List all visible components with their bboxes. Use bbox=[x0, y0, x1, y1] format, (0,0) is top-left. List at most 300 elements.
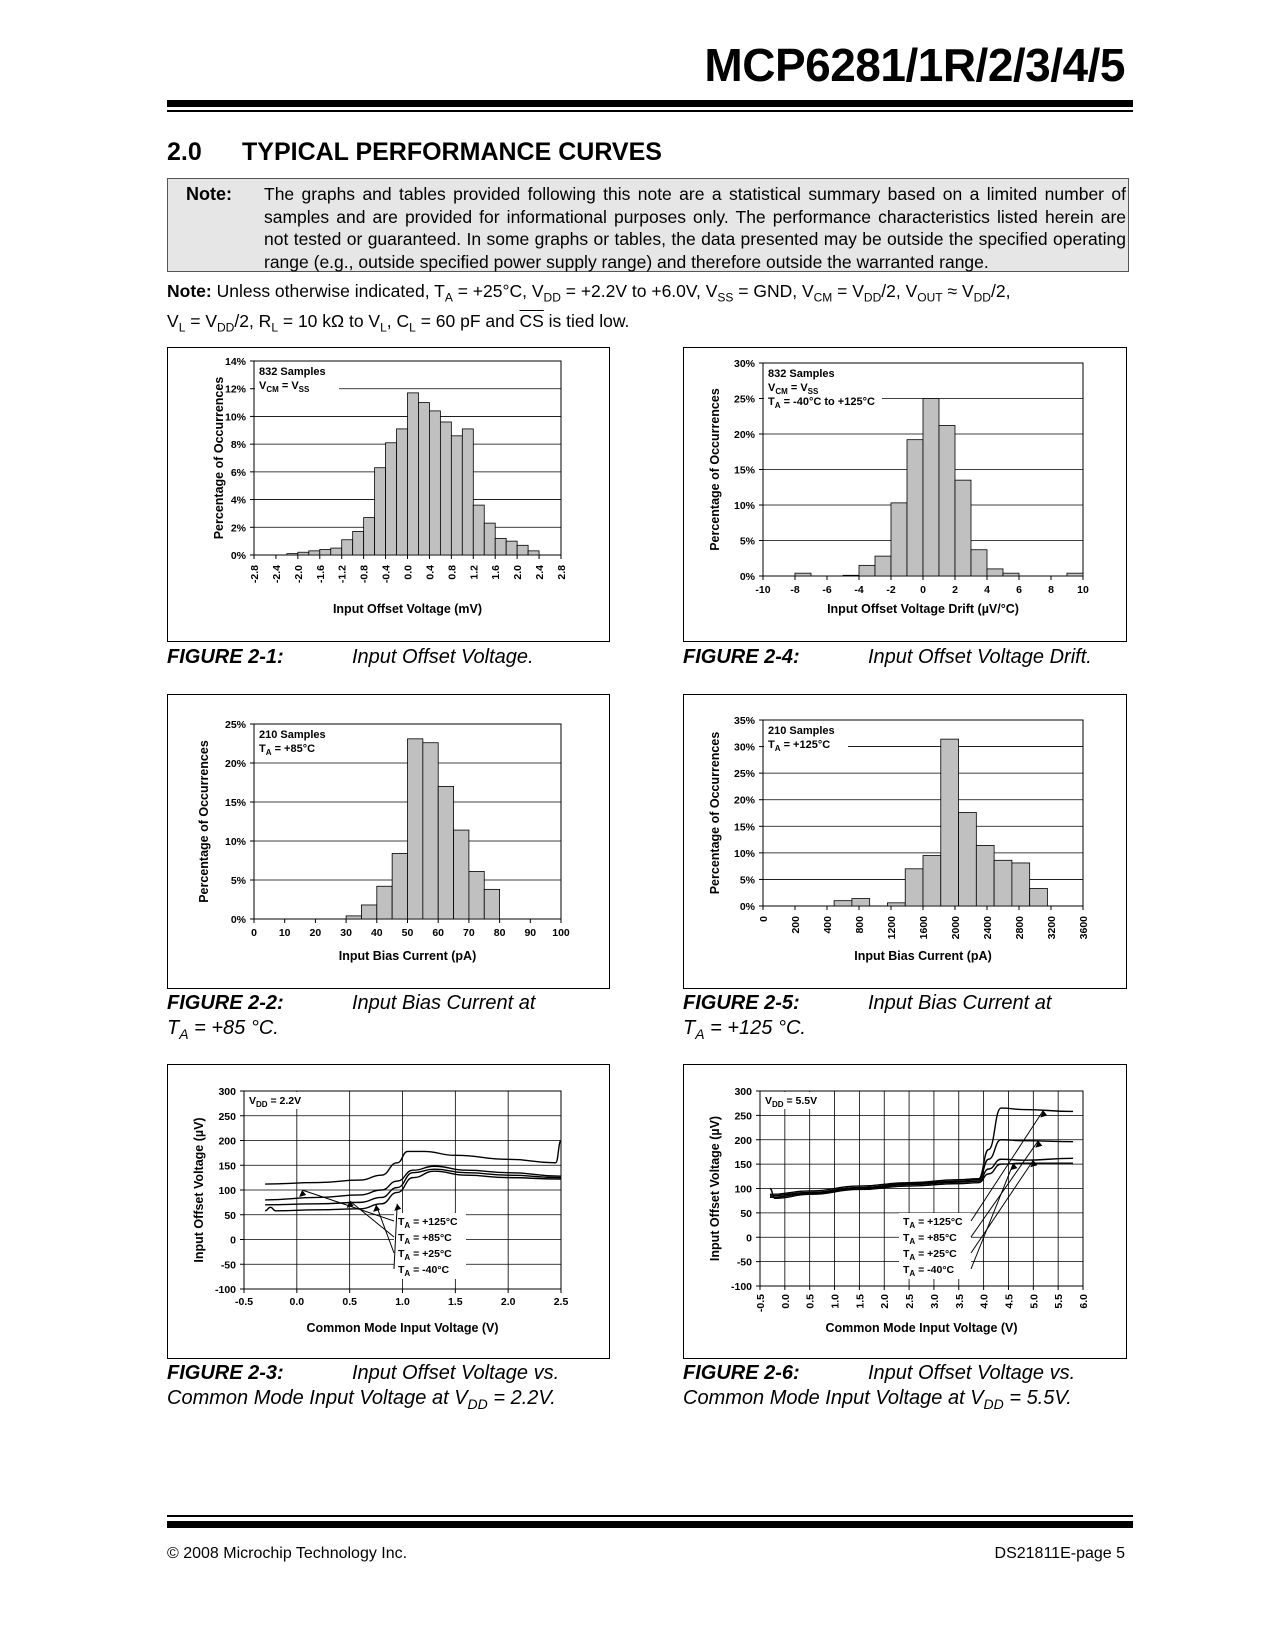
y-tick-label: 250 bbox=[734, 1110, 752, 1123]
annotation-sub: CM bbox=[775, 387, 788, 396]
figure-caption-text: Input Offset Voltage. bbox=[352, 646, 534, 668]
conditions-label: Note: bbox=[167, 281, 212, 301]
figure-2-5-chart bbox=[684, 695, 1126, 988]
figure-2-4-caption bbox=[683, 645, 1092, 670]
annotation-sub: A bbox=[909, 1237, 916, 1246]
cond-text: = V bbox=[185, 310, 217, 331]
x-tick-label: 1.5 bbox=[448, 1296, 463, 1308]
caption-line2: Common Mode Input Voltage at V bbox=[683, 1387, 984, 1409]
histogram-bar bbox=[941, 739, 959, 906]
figure-label: FIGURE 2-1: bbox=[167, 646, 284, 668]
annotation-sub: DD bbox=[772, 1100, 784, 1109]
histogram-bar bbox=[1067, 573, 1083, 576]
y-tick-label: 10% bbox=[224, 836, 246, 848]
x-tick-label: 2000 bbox=[950, 916, 962, 940]
y-tick-label: 150 bbox=[734, 1159, 752, 1172]
histogram-bar bbox=[423, 743, 438, 919]
x-tick-label: 2800 bbox=[1014, 916, 1026, 940]
figure-caption-text: Input Bias Current at bbox=[352, 992, 536, 1014]
histogram-bar bbox=[440, 422, 451, 555]
annotation-sub: A bbox=[404, 1269, 411, 1278]
figure-label: FIGURE 2-6: bbox=[683, 1362, 800, 1384]
y-axis-label: Input Offset Voltage (µV) bbox=[192, 1117, 206, 1263]
figure-2-2-chart bbox=[168, 695, 609, 988]
annotation-part: = +125°C bbox=[780, 739, 831, 751]
x-tick-label: 70 bbox=[463, 927, 475, 939]
histogram-bar bbox=[987, 569, 1003, 576]
histogram-bar bbox=[287, 554, 298, 555]
x-tick-label: -8 bbox=[790, 584, 800, 596]
x-tick-label: -0.5 bbox=[755, 1294, 767, 1313]
histogram-bar bbox=[923, 856, 941, 906]
x-tick-label: 2 bbox=[952, 584, 958, 596]
histogram-bar bbox=[386, 443, 397, 555]
annotation-part: T bbox=[398, 1216, 405, 1228]
x-tick-label: 3200 bbox=[1046, 916, 1058, 940]
histogram-bar bbox=[1003, 573, 1019, 576]
x-tick-label: 0.0 bbox=[779, 1294, 792, 1309]
y-tick-label: 200 bbox=[218, 1135, 236, 1148]
y-tick-label: -100 bbox=[214, 1284, 236, 1296]
annotation-sub: A bbox=[404, 1221, 411, 1230]
cond-text: ≈ V bbox=[942, 281, 974, 301]
x-tick-label: -1.6 bbox=[314, 565, 327, 584]
x-tick-label: 60 bbox=[432, 927, 445, 939]
footer-rule-thick bbox=[167, 1521, 1133, 1528]
y-tick-label: -100 bbox=[730, 1281, 752, 1293]
annotation-part: T bbox=[768, 396, 775, 408]
x-tick-label: 1.5 bbox=[854, 1294, 867, 1309]
figure-2-6-panel bbox=[683, 1064, 1127, 1359]
section-heading bbox=[167, 138, 662, 167]
annotation-part: 210 Samples bbox=[259, 729, 326, 741]
histogram-bar bbox=[375, 468, 386, 555]
histogram-bar bbox=[891, 503, 907, 576]
x-tick-label: 50 bbox=[401, 927, 414, 939]
x-tick-label: -2.8 bbox=[249, 565, 261, 584]
figure-2-3-caption bbox=[167, 1361, 559, 1417]
y-axis-label: Percentage of Occurrences bbox=[708, 731, 722, 895]
histogram-bar bbox=[528, 551, 539, 555]
x-tick-label: 1.0 bbox=[395, 1296, 410, 1308]
histogram-bar bbox=[1030, 888, 1048, 906]
annotation-part: = +85°C bbox=[915, 1232, 957, 1244]
x-tick-label: 10 bbox=[1077, 584, 1089, 596]
histogram-bar bbox=[438, 786, 453, 919]
x-tick-label: 100 bbox=[552, 927, 570, 939]
x-tick-label: 0 bbox=[251, 927, 257, 939]
annotation-part: T bbox=[398, 1248, 405, 1260]
x-tick-label: 80 bbox=[493, 927, 506, 939]
histogram-bar bbox=[392, 853, 407, 919]
figure-caption-text: Input Offset Voltage vs. bbox=[352, 1362, 560, 1384]
x-tick-label: -6 bbox=[822, 584, 832, 596]
x-axis-label: Input Bias Current (pA) bbox=[854, 949, 992, 963]
y-tick-label: 10% bbox=[733, 847, 755, 860]
figure-2-2-caption bbox=[167, 991, 535, 1047]
histogram-bar bbox=[309, 551, 320, 555]
y-tick-label: 10% bbox=[733, 500, 755, 512]
histogram-bar bbox=[852, 899, 870, 906]
histogram-bar bbox=[473, 505, 484, 555]
y-tick-label: 0 bbox=[230, 1234, 236, 1247]
y-tick-label: 2% bbox=[230, 522, 246, 535]
annotation-part: V bbox=[259, 380, 267, 392]
cond-sub: L bbox=[380, 320, 387, 334]
histogram-bar bbox=[843, 575, 859, 576]
y-tick-label: -50 bbox=[736, 1256, 752, 1269]
y-tick-label: 5% bbox=[739, 535, 755, 548]
histogram-bar bbox=[939, 425, 955, 576]
x-tick-label: -1.2 bbox=[336, 565, 349, 584]
y-tick-label: 0% bbox=[230, 914, 246, 926]
annotation-part: 832 Samples bbox=[259, 366, 326, 378]
footer-rule bbox=[167, 1515, 1133, 1517]
figure-2-4-chart bbox=[684, 348, 1126, 641]
y-tick-label: 50 bbox=[740, 1207, 752, 1220]
histogram-bar bbox=[320, 549, 331, 555]
x-tick-label: 2400 bbox=[982, 916, 994, 940]
annotation-part: V bbox=[768, 382, 776, 394]
figure-2-1-caption bbox=[167, 645, 534, 670]
y-axis-label: Input Offset Voltage (µV) bbox=[708, 1115, 722, 1262]
x-axis-label: Common Mode Input Voltage (V) bbox=[306, 1321, 499, 1335]
histogram-bar bbox=[1012, 863, 1030, 906]
x-tick-label: 3600 bbox=[1078, 916, 1090, 940]
y-tick-label: 15% bbox=[733, 821, 755, 834]
figure-2-3-chart bbox=[168, 1065, 609, 1358]
histogram-bar bbox=[907, 440, 923, 576]
x-tick-label: 2.8 bbox=[556, 565, 568, 580]
y-tick-label: 100 bbox=[734, 1183, 752, 1196]
x-axis-label: Input Offset Voltage (mV) bbox=[332, 602, 483, 616]
x-tick-label: 1.0 bbox=[829, 1294, 842, 1309]
x-tick-label: 2.0 bbox=[512, 565, 525, 580]
cond-text: = V bbox=[832, 281, 864, 301]
histogram-bar bbox=[834, 901, 852, 906]
x-tick-label: 2.5 bbox=[553, 1296, 569, 1308]
y-tick-label: 25% bbox=[224, 719, 246, 731]
x-tick-label: 6.0 bbox=[1078, 1294, 1090, 1309]
histogram-bar bbox=[408, 393, 419, 555]
y-axis-label: Percentage of Occurrences bbox=[212, 376, 226, 540]
note-label: Note: bbox=[186, 184, 232, 204]
cond-text: , C bbox=[386, 310, 410, 331]
histogram-bar bbox=[342, 540, 353, 555]
x-tick-label: -0.5 bbox=[234, 1296, 254, 1308]
figure-2-5-panel bbox=[683, 694, 1127, 989]
note-text: The graphs and tables provided following this note are a statistical summary based on a limited number of samples and are provided for informational purposes only. The performance characteristics listed herein are not tested or guaranteed. In some graphs or tables, the data presented may be outside the specified operating range (e.g., outside specified power supply range) and therefore outside the warranted range. bbox=[264, 184, 1126, 272]
x-tick-label: 2.4 bbox=[534, 565, 547, 580]
y-tick-label: 4% bbox=[230, 494, 246, 507]
y-tick-label: 300 bbox=[734, 1086, 752, 1098]
y-tick-label: 15% bbox=[733, 464, 755, 477]
x-tick-label: 5.5 bbox=[1053, 1294, 1066, 1309]
section-number: 2.0 bbox=[167, 138, 202, 166]
cond-text: V bbox=[167, 310, 179, 331]
histogram-bar bbox=[484, 889, 499, 919]
annotation-part: T bbox=[398, 1264, 405, 1276]
y-tick-label: 35% bbox=[733, 715, 755, 727]
caption-sub: A bbox=[695, 1026, 705, 1042]
x-tick-label: 10 bbox=[278, 927, 291, 939]
annotation-part: T bbox=[903, 1232, 910, 1244]
y-tick-label: 6% bbox=[230, 466, 246, 479]
annotation-part: = +25°C bbox=[410, 1248, 452, 1260]
y-tick-label: 0 bbox=[746, 1232, 752, 1245]
x-tick-label: 1.2 bbox=[468, 565, 481, 580]
x-tick-label: -4 bbox=[854, 584, 864, 596]
annotation-part: T bbox=[259, 743, 266, 755]
figure-2-1-panel bbox=[167, 347, 610, 642]
histogram-bar bbox=[469, 871, 484, 919]
x-tick-label: 800 bbox=[854, 916, 866, 934]
cond-text: = +2.2V to +6.0V, V bbox=[560, 281, 718, 301]
cond-text: = GND, V bbox=[733, 281, 814, 301]
histogram-bar bbox=[506, 541, 517, 555]
cond-text: = 60 pF and bbox=[415, 310, 520, 331]
y-tick-label: 150 bbox=[218, 1160, 236, 1173]
histogram-bar bbox=[454, 830, 469, 919]
y-tick-label: 20% bbox=[733, 429, 755, 441]
annotation-sub: A bbox=[265, 748, 272, 757]
annotation-part: T bbox=[768, 739, 775, 751]
caption-line2: T bbox=[683, 1017, 696, 1039]
histogram-bar bbox=[887, 903, 905, 906]
x-axis-label: Input Offset Voltage Drift (µV/°C) bbox=[827, 602, 1019, 616]
x-axis-label: Input Bias Current (pA) bbox=[338, 949, 477, 963]
cond-sub: L bbox=[409, 320, 416, 334]
histogram-bar bbox=[331, 548, 342, 555]
annotation-sub: SS bbox=[298, 385, 310, 394]
annotation-sub: A bbox=[774, 744, 781, 753]
x-tick-label: 0.0 bbox=[402, 565, 415, 580]
cond-sub: L bbox=[178, 320, 186, 334]
cond-text: /2, V bbox=[881, 281, 918, 301]
caption-line2: = 2.2V. bbox=[487, 1387, 556, 1409]
annotation-part: V bbox=[765, 1095, 773, 1107]
annotation-sub: A bbox=[909, 1221, 916, 1230]
cond-text: Unless otherwise indicated, T bbox=[211, 281, 445, 301]
y-tick-label: 12% bbox=[224, 383, 246, 396]
caption-line2: = +85 °C. bbox=[188, 1017, 279, 1039]
x-axis-label: Common Mode Input Voltage (V) bbox=[825, 1321, 1018, 1335]
y-tick-label: 20% bbox=[733, 794, 755, 807]
histogram-bar bbox=[976, 845, 994, 906]
figure-2-1-chart bbox=[168, 348, 609, 641]
x-tick-label: 2.5 bbox=[904, 1294, 917, 1309]
annotation-part: = +125°C bbox=[915, 1216, 963, 1228]
histogram-bar bbox=[959, 812, 977, 906]
histogram-bar bbox=[905, 869, 923, 906]
caption-sub: A bbox=[179, 1026, 189, 1042]
x-tick-label: -2 bbox=[886, 584, 896, 596]
annotation-part: T bbox=[903, 1248, 910, 1260]
y-tick-label: 200 bbox=[734, 1134, 752, 1147]
figure-2-3-panel bbox=[167, 1064, 610, 1359]
annotation-part: T bbox=[398, 1232, 405, 1244]
annotation-part: = +25°C bbox=[915, 1248, 957, 1260]
histogram-bar bbox=[364, 518, 375, 555]
x-tick-label: 4.5 bbox=[1003, 1294, 1016, 1309]
annotation-part: = -40°C bbox=[915, 1264, 955, 1276]
caption-line2: = +125 °C. bbox=[704, 1017, 806, 1039]
annotation-part: 210 Samples bbox=[768, 725, 835, 737]
x-tick-label: -0.8 bbox=[358, 565, 371, 584]
cond-sub: DD bbox=[217, 320, 235, 334]
x-tick-label: 1.6 bbox=[490, 565, 503, 580]
section-title: TYPICAL PERFORMANCE CURVES bbox=[242, 138, 662, 166]
x-tick-label: 20 bbox=[309, 927, 322, 939]
figure-caption-text: Input Bias Current at bbox=[868, 992, 1052, 1014]
x-tick-label: 0.4 bbox=[424, 565, 437, 580]
annotation-part: 832 Samples bbox=[768, 368, 835, 380]
x-tick-label: -2.4 bbox=[270, 565, 283, 584]
annotation-sub: SS bbox=[807, 387, 819, 396]
y-tick-label: -50 bbox=[220, 1259, 236, 1272]
cs-pin-label: $\overline{CS}$ bbox=[519, 310, 544, 331]
histogram-bar bbox=[517, 545, 528, 555]
cond-sub: CM bbox=[813, 290, 833, 305]
annotation-sub: A bbox=[909, 1269, 916, 1278]
histogram-bar bbox=[875, 556, 891, 576]
annotation-part: = 5.5V bbox=[783, 1095, 818, 1107]
cond-text: is tied low. bbox=[543, 310, 630, 331]
x-tick-label: 200 bbox=[790, 916, 802, 934]
cond-sub: DD bbox=[863, 290, 882, 305]
x-tick-label: 6 bbox=[1016, 584, 1022, 596]
figure-label: FIGURE 2-3: bbox=[167, 1362, 284, 1384]
header-rule-thin bbox=[167, 110, 1133, 112]
x-tick-label: 2.0 bbox=[879, 1294, 892, 1309]
x-tick-label: 4.0 bbox=[978, 1294, 991, 1309]
histogram-bar bbox=[462, 429, 473, 555]
histogram-bar bbox=[397, 429, 408, 555]
caption-line2: Common Mode Input Voltage at V bbox=[167, 1387, 468, 1409]
figure-label: FIGURE 2-4: bbox=[683, 646, 800, 668]
annotation-part: = V bbox=[787, 382, 808, 394]
x-tick-label: 3.0 bbox=[928, 1294, 941, 1309]
y-axis-label: Percentage of Occurrences bbox=[708, 388, 722, 551]
annotation-part: = -40°C to +125°C bbox=[780, 396, 875, 408]
x-tick-label: -0.4 bbox=[380, 565, 393, 584]
x-tick-label: 3.5 bbox=[953, 1294, 966, 1309]
copyright: © 2008 Microchip Technology Inc. bbox=[167, 1545, 408, 1562]
histogram-bar bbox=[408, 739, 423, 919]
test-conditions-note bbox=[167, 280, 1127, 339]
chart-annotation bbox=[259, 729, 326, 741]
histogram-bar bbox=[418, 403, 429, 555]
annotation-part: = +85°C bbox=[271, 743, 316, 755]
histogram-bar bbox=[429, 411, 440, 555]
x-tick-label: 0 bbox=[920, 584, 926, 596]
caption-line2: T bbox=[167, 1017, 180, 1039]
histogram-bar bbox=[346, 916, 361, 919]
histogram-bar bbox=[361, 905, 376, 919]
cond-sub: L bbox=[271, 320, 278, 334]
cond-sub: A bbox=[444, 290, 453, 305]
histogram-bar bbox=[353, 531, 364, 555]
histogram-bar bbox=[484, 523, 495, 555]
figure-label: FIGURE 2-2: bbox=[167, 992, 284, 1014]
x-tick-label: 2.0 bbox=[500, 1296, 516, 1308]
annotation-sub: DD bbox=[256, 1100, 268, 1109]
cond-text: = +25°C, V bbox=[452, 281, 544, 301]
x-tick-label: 1600 bbox=[918, 916, 930, 940]
cond-sub: OUT bbox=[917, 290, 943, 305]
x-tick-label: 4 bbox=[984, 584, 990, 596]
annotation-part: T bbox=[903, 1264, 910, 1276]
y-tick-label: 0% bbox=[739, 571, 755, 583]
figure-2-6-chart bbox=[684, 1065, 1126, 1358]
x-tick-label: 1200 bbox=[886, 916, 898, 940]
figure-2-2-panel bbox=[167, 694, 610, 989]
caption-line2: = 5.5V. bbox=[1003, 1387, 1072, 1409]
y-tick-label: 100 bbox=[218, 1185, 236, 1197]
x-tick-label: 8 bbox=[1048, 584, 1054, 596]
y-tick-label: 14% bbox=[224, 356, 246, 368]
annotation-sub: A bbox=[404, 1253, 411, 1262]
y-axis-label: Percentage of Occurrences bbox=[197, 740, 211, 903]
x-tick-label: 5.0 bbox=[1028, 1294, 1041, 1309]
caption-sub: DD bbox=[467, 1396, 488, 1412]
figure-caption-text: Input Offset Voltage vs. bbox=[868, 1362, 1076, 1384]
chart-annotation bbox=[768, 396, 875, 410]
histogram-bar bbox=[451, 436, 462, 555]
page-number: DS21811E-page 5 bbox=[994, 1545, 1125, 1562]
annotation-part: = 2.2V bbox=[267, 1095, 302, 1107]
cond-sub: DD bbox=[973, 290, 991, 305]
x-tick-label: 0.5 bbox=[804, 1294, 817, 1309]
y-tick-label: 30% bbox=[733, 741, 755, 754]
y-tick-label: 25% bbox=[733, 393, 755, 406]
histogram-bar bbox=[377, 886, 392, 919]
annotation-sub: A bbox=[774, 401, 781, 410]
y-tick-label: 10% bbox=[224, 411, 246, 424]
document-title: MCP6281/1R/2/3/4/5 bbox=[704, 39, 1125, 91]
cond-text: /2, R bbox=[234, 310, 272, 331]
annotation-part: = -40°C bbox=[410, 1264, 450, 1276]
y-tick-label: 15% bbox=[224, 797, 246, 809]
header-rule bbox=[167, 100, 1133, 107]
y-tick-label: 30% bbox=[733, 358, 755, 370]
histogram-bar bbox=[994, 860, 1012, 906]
y-tick-label: 50 bbox=[224, 1209, 236, 1222]
chart-annotation bbox=[768, 368, 835, 380]
cond-sub: SS bbox=[717, 290, 734, 305]
histogram-bar bbox=[795, 573, 811, 576]
x-tick-label: 400 bbox=[822, 916, 834, 934]
y-tick-label: 250 bbox=[218, 1110, 236, 1123]
histogram-bar bbox=[955, 480, 971, 576]
y-tick-label: 5% bbox=[739, 874, 755, 887]
y-tick-label: 0% bbox=[739, 901, 755, 913]
caption-sub: DD bbox=[983, 1396, 1004, 1412]
annotation-part: V bbox=[249, 1095, 257, 1107]
figure-caption-text: Input Offset Voltage Drift. bbox=[868, 646, 1092, 668]
x-tick-label: 0.0 bbox=[289, 1296, 305, 1308]
histogram-bar bbox=[298, 552, 309, 555]
histogram-bar bbox=[923, 399, 939, 577]
histogram-bar bbox=[859, 565, 875, 576]
x-tick-label: 40 bbox=[370, 927, 383, 939]
y-tick-label: 0% bbox=[230, 550, 246, 562]
y-tick-label: 25% bbox=[733, 768, 755, 781]
annotation-sub: A bbox=[404, 1237, 411, 1246]
x-tick-label: 0 bbox=[758, 916, 770, 922]
x-tick-label: -10 bbox=[755, 584, 771, 596]
cond-text: /2, bbox=[990, 281, 1011, 301]
